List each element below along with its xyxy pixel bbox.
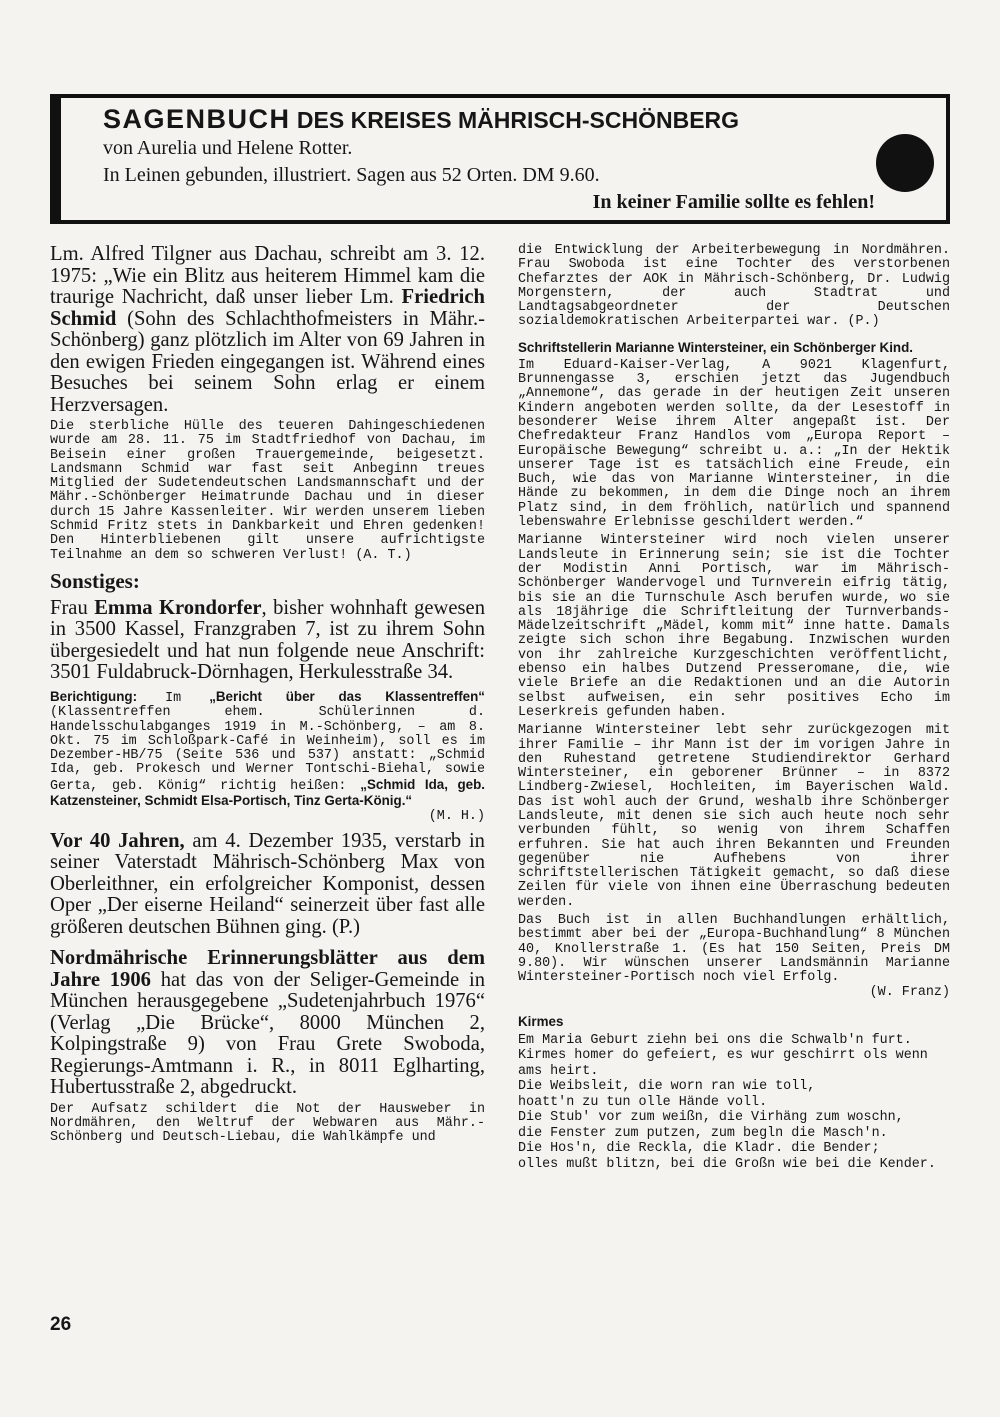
ad-title-rest: DES KREISES MÄHRISCH-SCHÖNBERG [290,107,740,133]
article-paragraph-4-text: Das Buch ist in allen Buchhandlungen erhältlich, bestimmt aber bei der „Europa-Buchhandlung“ 8 München 40, Knollerstraße 1. (Es hat 150 Seiten, Preis DM 9.80). Wir wünschen unserer Landsmännin Marianne Wintersteiner-Portisch noch viel Erfolg. [518,913,950,986]
notice-erinnerungsblaetter [50,948,485,1099]
correction-text-b: (Klassentreffen ehem. Schülerinnen d. Handelsschulabganges 1919 in M.-Schönberg, – am 8. Okt. 75 im Schloßpark-Café in Weinheim), soll es im Dezember-HB/75 (Seite 536 und 537) anstatt: „Schmid Ida, geb. Prokesch und Werner Tontschi-Biehal, sowie Gerta, geb. König“ richtig heißen: [50,705,485,794]
article-heading-wintersteiner: Schriftstellerin Marianne Wintersteiner, ein Schönberger Kind. [518,339,913,355]
notice-oberleithner-lead: Vor 40 Jahren, [50,829,185,852]
notice-erinnerung-text: hat das von der Seliger-Gemeinde in München herausgegebene „Sudetenjahrbuch 1976“ (Verlag „Die Brücke“, 8000 München 2, Kolpingstraße 9) von Frau Grete Swoboda, Regierungs-Amtmann i. R., in 8011 Eglharting, Hubertusstraße 2, abgedruckt. [50,968,485,1099]
article-continuation: die Entwicklung der Arbeiterbewegung in Nordmähren. Frau Swoboda ist eine Tochter des verstorbenen Chefarztes der AOK in Mährisch-Schönberg, Dr. Ludwig Morgenstern, der auch Stadtrat und Landtagsabgeordneter der Deutschen sozialdemokratischen Arbeiterpartei war. (P.) [518,243,950,330]
notice-krondorfer [50,598,485,684]
obituary-text-b: (Sohn des Schlachthofmeisters in Mähr.-Schönberg) ganz plötzlich im Alter von 69 Jahren in den ewigen Frieden eingegangen ist. Während eines Besuches bei seinem Sohn erlag er einem Herzversagen. [50,307,485,416]
correction-signature: (M. H.) [428,809,485,825]
notice-oberleithner [50,831,485,939]
article-paragraph-1: Im Eduard-Kaiser-Verlag, A 9021 Klagenfurt, Brunnengasse 3, erschien jetzt das Jugendbuch „Annemone“, das gerade in der heutigen Zeit unseren Kindern angeboten werden sollte, da der Lesestoff in besonderer Weise ihrem Alter angepaßt ist. Der Chefredakteur Franz Handlos vom „Europa Report – Europäische Bewegung“ schreibt u. a.: „In der Hektik unserer Tage ist es tatsächlich eine Freude, ein Buch, wie das von Marianne Wintersteiner, in die Hände zu bekommen, in dem die Dinge noch an ihrem Platz sind, in dem fröhlich, natürlich und spannend lebenswahre Erlebnisse geschildert werden.“ [518,357,950,531]
right-column [518,244,950,1172]
correction-title: „Bericht über das Klassentreffen“ [209,688,485,704]
obituary-tilgner [50,244,485,416]
page-number: 26 [50,1314,72,1335]
ad-title [103,104,930,135]
article-paragraph-4 [518,914,950,1000]
poem-heading-kirmes: Kirmes [518,1013,564,1029]
obituary-name: Friedrich Schmid [50,286,485,330]
obituary-details: Die sterbliche Hülle des teueren Dahingeschiedenen wurde am 28. 11. 75 im Stadtfriedhof von Dachau, im Beisein einer großen Trauergemeinde, beigesetzt. Landsmann Schmid war fast seit Anbeginn treues Mitglied der Sudetendeutschen Landsmannschaft und der Mähr.-Schönberger Heimatrunde Dachau und in dieser durch 15 Jahre Kassenleiter. Wir werden unserem lieben Schmid Fritz stets in Dankbarkeit und Ehren gedenken! Den Hinterbliebenen gilt unsere aufrichtigste Teilnahme an dem so schweren Verlust! (A. T.) [50,419,485,563]
section-heading-sonstiges: Sonstiges: [50,568,140,593]
article-signature: (W. Franz) [869,984,950,1000]
notice-erinnerung-lead: Nordmährische Erinnerungsblätter aus dem Jahre 1906 [50,947,485,991]
book-advertisement [50,94,950,224]
ad-slogan: In keiner Familie sollte es fehlen! [592,191,875,213]
ad-binding-price: In Leinen gebunden, illustriert. Sagen aus 52 Orten. DM 9.60. [103,164,600,186]
ad-title-main: SAGENBUCH [103,104,291,134]
correction-label: Berichtigung: [50,688,138,704]
ad-authors: von Aurelia und Helene Rotter. [103,137,353,159]
article-paragraph-3: Marianne Wintersteiner lebt sehr zurückgezogen mit ihrer Familie – ihr Mann ist der im vorigen Jahre in den Ruhestand getretene Studiendirektor Gerhard Wintersteiner, ein geborener Brünner – in 8372 Lindberg-Zwiesel, Hochleiten, im Bayerischen Wald. Das ist wohl auch der Grund, weshalb ihre Schönberger Landsleute, mit denen sie sich auch heute noch sehr verbunden fühlt, so wenig von ihrem Schaffen erfuhren. Sie hat auch ihren Bekannten und Freunden gegenüber nie Aufhebens von ihrer schriftstellerischen Tätigkeit gemacht, so daß diese Zeilen für viele von ihnen eine Überraschung bedeuten werden. [518,723,950,910]
notice-text-a: Frau [50,596,95,619]
correction-text-a: Im [137,690,210,706]
notice-text-b: , bisher wohnhaft gewesen in 3500 Kassel, Franzgraben 7, ist zu ihrem Sohn übergesiedelt und hat nun folgende neue Anschrift: 3501 Fuldabruck-Dörnhagen, Herkulesstraße 34. [50,596,485,684]
poem-kirmes: Em Maria Geburt ziehn bei ons die Schwalb'n furt. Kirmes homer do gefeiert, es wur geschirrt ols wenn ams heirt. Die Weibsleit, die worn ran wie toll, hoatt'n zu tun olle Hände voll. Die Stub' vor zum weißn, die Virhäng zum woschn, die Fenster zum putzen, zum begln die Masch'n. Die Hos'n, die Reckla, die Kladr. die Bender; olles mußt blitzn, bei die Großn wie bei die Kender. [518,1032,936,1172]
notice-name: Emma Krondorfer [94,596,262,619]
article-paragraph-2: Marianne Wintersteiner wird noch vielen unserer Landsleute in Erinnerung sein; sie ist die Tochter der Modistin Anni Portisch, war im Mährisch-Schönberger Wandervogel und Turnverein eifrig tätig, bis sie an die Turnschule Asch berufen wurde, wo sie als 18jährige die Schriftleitung der Turnverbands-Mädelzeitschrift „Mädel, komm mit“ inne hatte. Damals zeigte sich schon ihre Begabung. Inzwischen wurden von ihr zahlreiche Kurzgeschichten veröffentlicht, ebenso ein halbes Dutzend Presseromane, die, wie viele Briefe an die Redaktionen und an die Autorin selbst aufweisen, ein sehr positives Echo im Leserkreis gefunden haben. [518,533,950,720]
correction-notice [50,690,485,825]
obituary-text-a: Lm. Alfred Tilgner aus Dachau, schreibt am 3. 12. 1975: „Wie ein Blitz aus heiterem Himmel kam die traurige Nachricht, daß unser lieber Lm. [50,243,485,308]
notice-erinnerung-summary: Der Aufsatz schildert die Not der Hausweber in Nordmähren, den Weltruf der Webwaren aus Mähr.-Schönberg und Deutsch-Liebau, die Wahlkämpfe und [50,1101,485,1146]
correction-correct-names: „Schmid Ida, geb. Katzensteiner, Schmidt Elsa-Portisch, Tinz Gerta-König.“ [50,776,485,809]
left-column [50,244,485,1150]
bullet-dot-icon [876,134,934,192]
notice-oberleithner-text: am 4. Dezember 1935, verstarb in seiner Vaterstadt Mährisch-Schönberg Max von Oberleithner, ein erfolgreicher Komponist, dessen Oper „Der eiserne Heiland“ seinerzeit über fast alle größeren deutschen Bühnen ging. (P.) [50,829,485,938]
